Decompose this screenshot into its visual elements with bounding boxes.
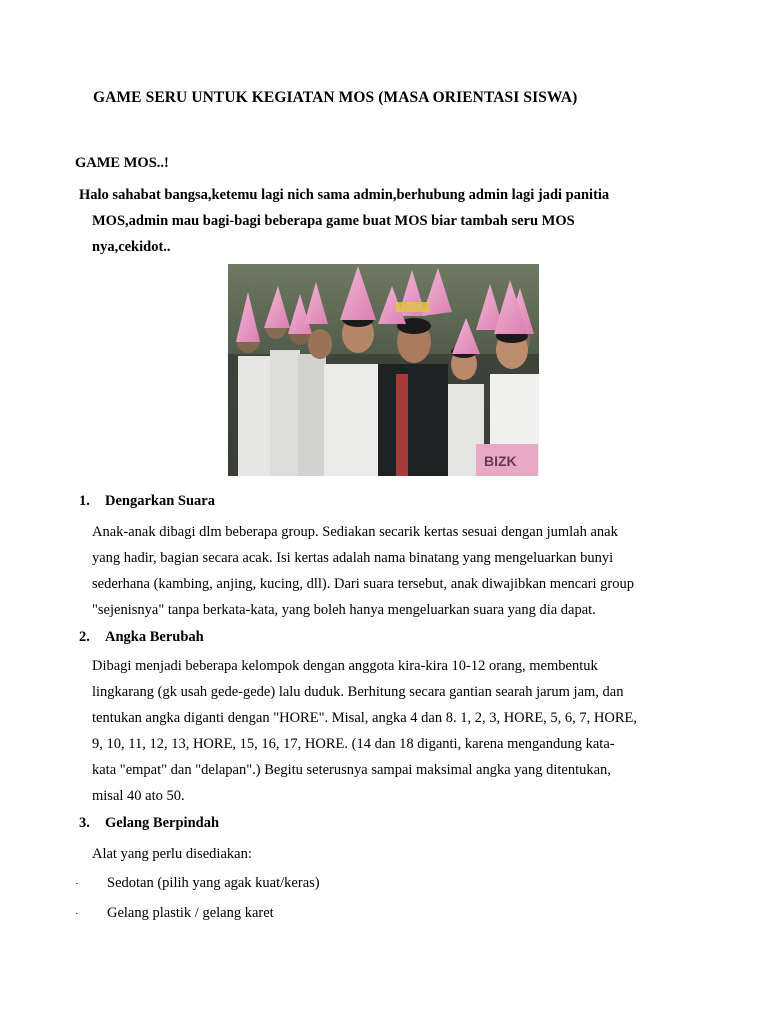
intro-line: MOS,admin mau bagi-bagi beberapa game buat MOS biar tambah seru MOS [92, 213, 575, 229]
bullet-item [75, 905, 274, 922]
list-item-heading [79, 493, 215, 510]
item-paragraph [92, 841, 692, 867]
item-paragraph [92, 653, 692, 809]
paragraph-line: misal 40 ato 50. [92, 788, 185, 804]
item-title: Dengarkan Suara [105, 493, 215, 509]
document-title: GAME SERU UNTUK KEGIATAN MOS (MASA ORIENTASI SISWA) [93, 89, 578, 106]
paragraph-line: lingkarang (gk usah gede-gede) lalu duduk. Berhitung secara gantian searah jarum jam, dan [92, 684, 624, 700]
item-paragraph [92, 519, 692, 623]
intro-paragraph [79, 182, 679, 260]
bullet-marker: · [75, 908, 79, 920]
paragraph-line: tentukan angka diganti dengan "HORE". Misal, angka 4 dan 8. 1, 2, 3, HORE, 5, 6, 7, HORE, [92, 710, 638, 726]
paragraph-line: Anak-anak dibagi dlm beberapa group. Sediakan secarik kertas sesuai dengan jumlah anak [92, 524, 618, 540]
list-item-heading [79, 629, 204, 646]
paragraph-line: sederhana (kambing, anjing, kucing, dll). Dari suara tersebut, anak diwajibkan mencari group [92, 576, 634, 592]
paragraph-line: Alat yang perlu disediakan: [92, 846, 252, 862]
section-heading: GAME MOS..! [75, 155, 169, 171]
paragraph-line: "sejenisnya" tanpa berkata-kata, yang boleh hanya mengeluarkan suara yang dia dapat. [92, 602, 596, 618]
students-photo [228, 264, 539, 476]
bullet-text: Sedotan (pilih yang agak kuat/keras) [107, 875, 320, 891]
paragraph-line: kata "empat" dan "delapan".) Begitu seterusnya sampai maksimal angka yang ditentukan, [92, 762, 611, 778]
item-title: Gelang Berpindah [105, 815, 220, 831]
bullet-marker: · [75, 878, 79, 890]
paragraph-line: Dibagi menjadi beberapa kelompok dengan anggota kira-kira 10-12 orang, membentuk [92, 658, 598, 674]
item-number: 1. [79, 493, 90, 509]
students-with-paper-cone-hats-photo [228, 264, 539, 476]
bullet-text: Gelang plastik / gelang karet [107, 905, 274, 921]
item-title: Angka Berubah [105, 629, 204, 645]
paragraph-line: 9, 10, 11, 12, 13, HORE, 15, 16, 17, HORE. (14 dan 18 diganti, karena mengandung kata- [92, 736, 615, 752]
sign-text: BIZK [484, 453, 517, 469]
list-item-heading [79, 815, 219, 832]
item-number: 2. [79, 629, 90, 645]
intro-line: nya,cekidot.. [92, 239, 171, 255]
paragraph-line: yang hadir, bagian secara acak. Isi kertas adalah nama binatang yang mengeluarkan bunyi [92, 550, 614, 566]
item-number: 3. [79, 815, 90, 831]
intro-line: Halo sahabat bangsa,ketemu lagi nich sama admin,berhubung admin lagi jadi panitia [79, 187, 610, 203]
bullet-item [75, 875, 320, 892]
